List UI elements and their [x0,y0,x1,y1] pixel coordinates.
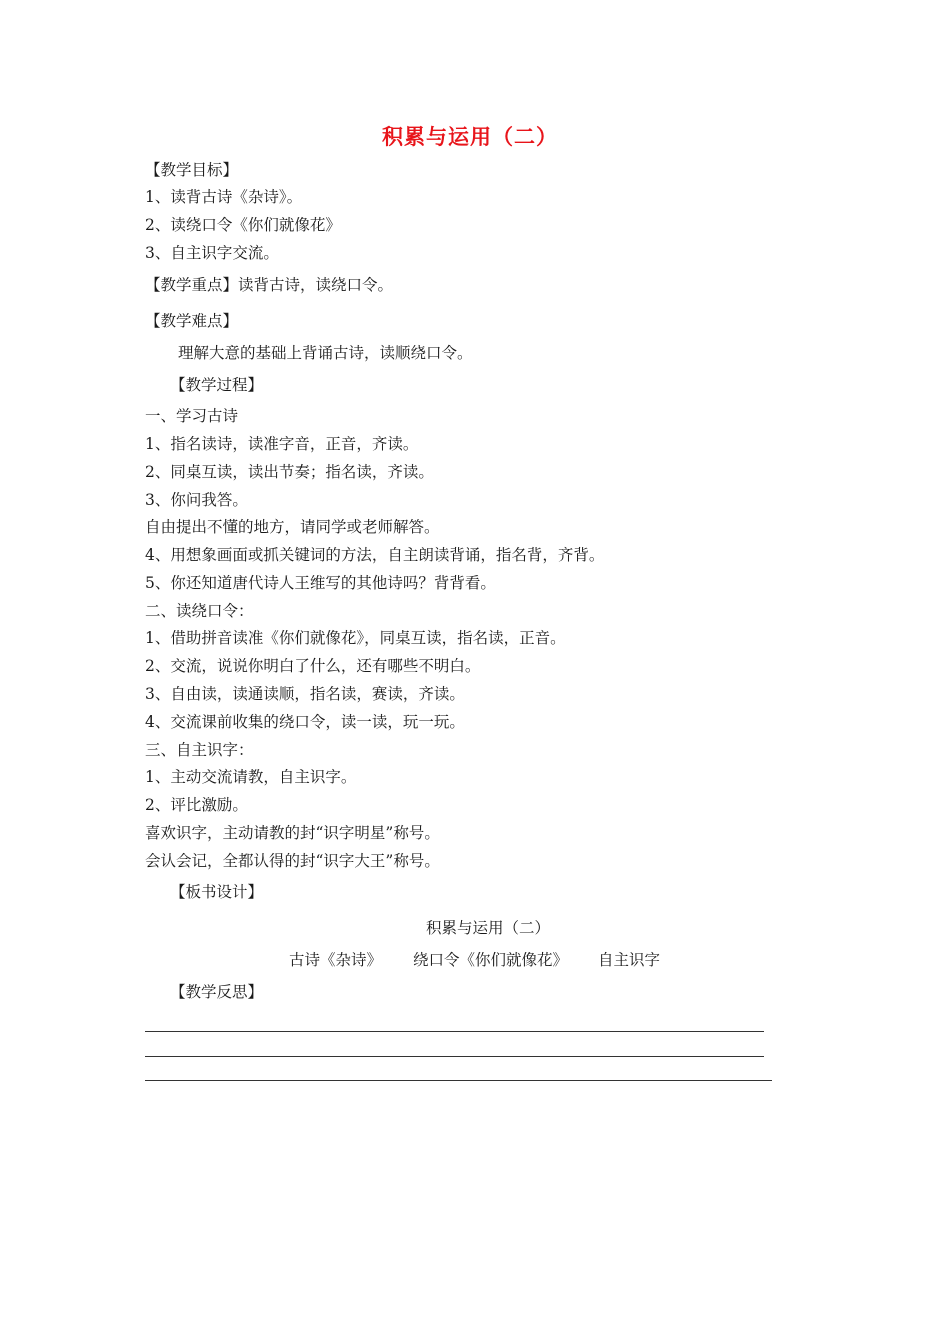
reflection-line-1 [145,1031,764,1032]
list-item: 4、交流课前收集的绕口令，读一读，玩一玩。 [145,713,465,731]
list-item: 3、你问我答。 [145,491,248,509]
board-item-tongue-twister: 绕口令《你们就像花》 [413,951,569,969]
reflection-line-3 [145,1080,772,1081]
board-title: 积累与运用（二） [426,919,551,937]
goal-item-1: 1、读背古诗《杂诗》。 [145,188,303,206]
list-item: 喜欢识字，主动请教的封“识字明星”称号。 [145,824,440,842]
list-item: 自由提出不懂的地方，请同学或老师解答。 [145,518,440,536]
list-item: 3、自由读，读通读顺，指名读，赛读，齐读。 [145,685,465,703]
list-item: 1、指名读诗，读准字音，正音，齐读。 [145,435,419,453]
difficulty-heading: 【教学难点】 [145,312,239,330]
list-item: 4、用想象画面或抓关键词的方法，自主朗读背诵，指名背，齐背。 [145,546,605,564]
list-item: 1、借助拼音读准《你们就像花》，同桌互读，指名读，正音。 [145,629,566,647]
section3-heading: 三、自主识字： [145,741,254,759]
list-item: 会认会记，全都认得的封“识字大王”称号。 [145,852,440,870]
reflection-heading: 【教学反思】 [170,983,264,1001]
list-item: 2、同桌互读，读出节奏；指名读，齐读。 [145,463,434,481]
key-points: 【教学重点】读背古诗，读绕口令。 [145,276,394,294]
process-heading: 【教学过程】 [170,376,264,394]
list-item: 2、交流，说说你明白了什么，还有哪些不明白。 [145,657,481,675]
section2-heading: 二、读绕口令： [145,602,254,620]
reflection-line-2 [145,1056,764,1057]
list-item: 2、评比激励。 [145,796,248,814]
goal-item-2: 2、读绕口令《你们就像花》 [145,216,341,234]
board-item-literacy: 自主识字 [598,951,661,969]
board-heading: 【板书设计】 [170,883,264,901]
goals-heading: 【教学目标】 [145,161,239,179]
list-item: 5、你还知道唐代诗人王维写的其他诗吗？背背看。 [145,574,496,592]
goal-item-3: 3、自主识字交流。 [145,244,279,262]
board-item-poem: 古诗《杂诗》 [289,951,383,969]
section1-heading: 一、学习古诗 [145,407,239,425]
page-title: 积累与运用（二） [382,124,558,149]
list-item: 1、主动交流请教，自主识字。 [145,768,357,786]
difficulty-text: 理解大意的基础上背诵古诗，读顺绕口令。 [178,344,473,362]
